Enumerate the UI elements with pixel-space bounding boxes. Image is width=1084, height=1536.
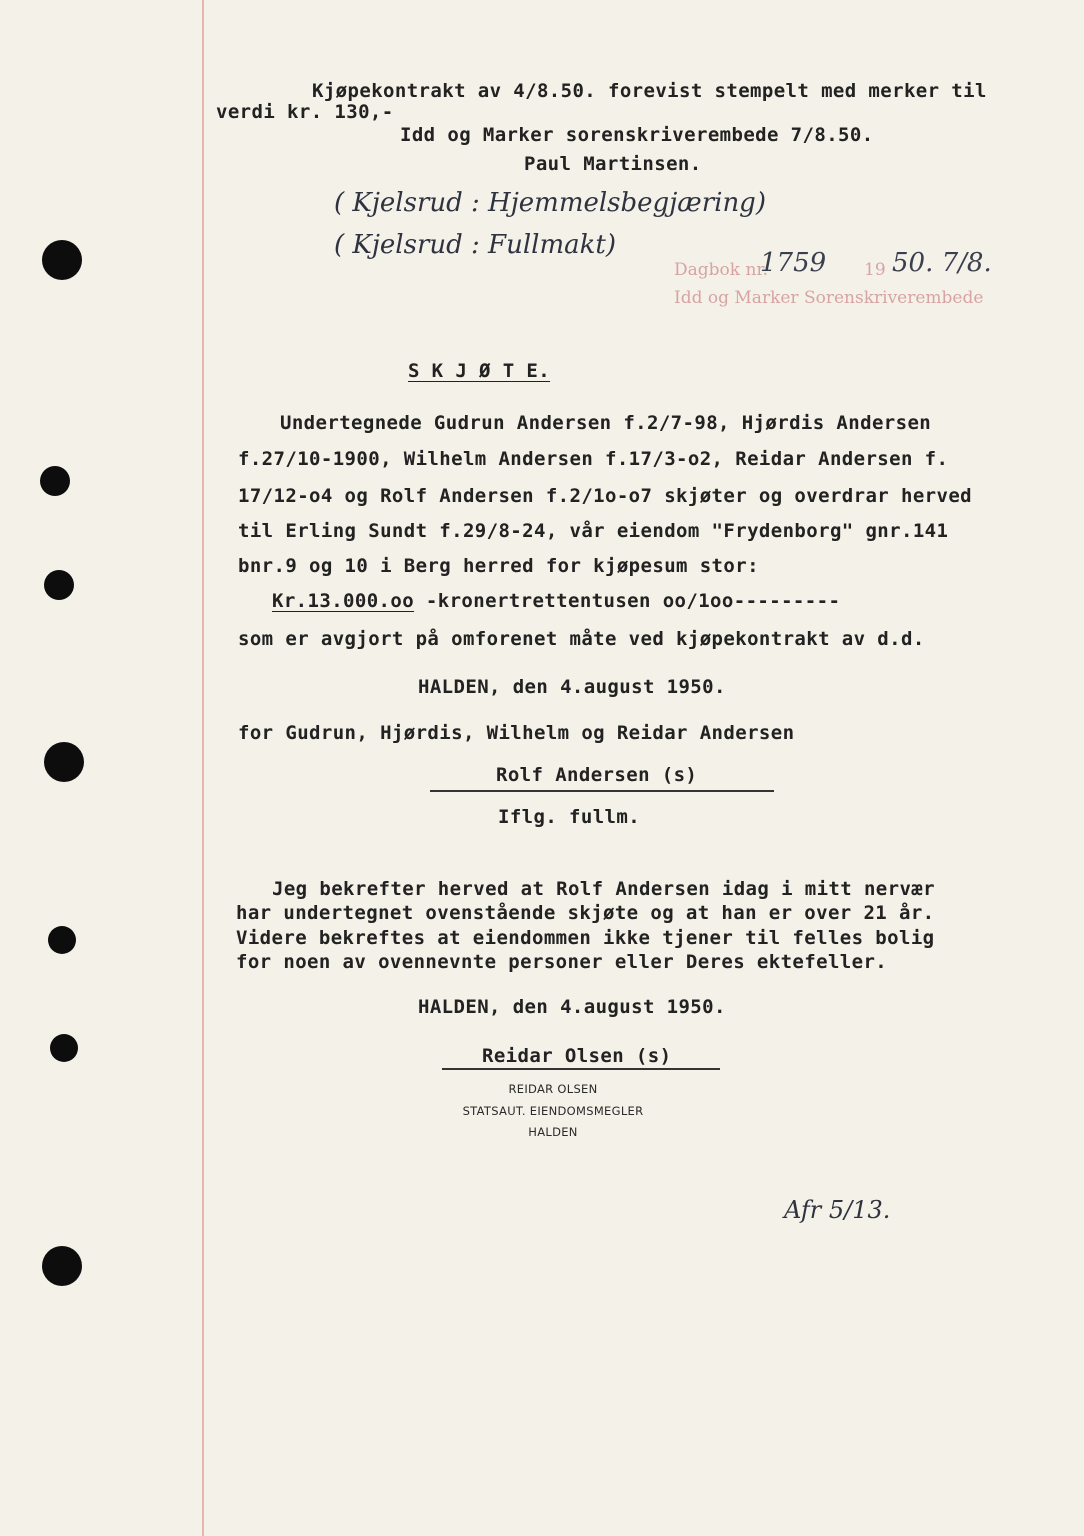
binder-hole	[50, 1034, 78, 1062]
endorsement-signer: Paul Martinsen.	[524, 153, 702, 175]
endorsement-line: Kjøpekontrakt av 4/8.50. forevist stempelt med merker til	[312, 80, 987, 102]
binder-hole	[42, 1246, 82, 1286]
attest-line: har undertegnet ovenstående skjøte og at han er over 21 år.	[236, 902, 935, 924]
deed-line: 17/12-o4 og Rolf Andersen f.2/1o-o7 skjøter og overdrar herved	[238, 485, 973, 507]
deed-line: Undertegnede Gudrun Andersen f.2/7-98, Hjørdis Andersen	[280, 412, 932, 434]
attest-line: Videre bekreftes at eiendommen ikke tjener til felles bolig	[236, 927, 935, 949]
attest-place-date: HALDEN, den 4.august 1950.	[418, 996, 726, 1018]
deed-line: bnr.9 og 10 i Berg herred for kjøpesum stor:	[238, 555, 759, 577]
endorsement-line: verdi kr. 130,-	[216, 101, 394, 123]
stamp-prefix: Dagbok nr.	[674, 260, 769, 280]
signature-line	[430, 790, 774, 792]
agent-title: STATSAUT. EIENDOMSMEGLER	[462, 1104, 644, 1118]
stamp-century: 19	[864, 260, 886, 280]
stamp-year-date: 50. 7/8.	[892, 248, 992, 278]
attest-signature-text: Reidar Olsen (s)	[482, 1045, 672, 1067]
deed-for-line: for Gudrun, Hjørdis, Wilhelm og Reidar Andersen	[238, 722, 795, 744]
endorsement-line: Idd og Marker sorenskriverembede 7/8.50.	[400, 124, 874, 146]
purchase-amount	[272, 590, 840, 612]
signature-text: Rolf Andersen (s)	[496, 764, 698, 786]
amount-words: -kronertrettentusen oo/1oo---------	[414, 590, 841, 612]
binder-hole	[44, 570, 74, 600]
attest-line: Jeg bekrefter herved at Rolf Andersen idag i mitt nervær	[272, 878, 935, 900]
attest-line: for noen av ovennevnte personer eller Deres ektefeller.	[236, 951, 888, 973]
attest-signature-line	[442, 1068, 720, 1070]
agent-city: HALDEN	[528, 1125, 578, 1139]
amount-figure: Kr.13.000.oo	[272, 590, 415, 612]
deed-line: til Erling Sundt f.29/8-24, vår eiendom "Frydenborg" gnr.141	[238, 520, 949, 542]
binder-hole	[40, 466, 70, 496]
stamp-office: Idd og Marker Sorenskriverembede	[674, 288, 984, 308]
binder-hole	[42, 240, 82, 280]
binder-hole	[44, 742, 84, 782]
agent-name: REIDAR OLSEN	[508, 1082, 598, 1096]
handwritten-initials: Afr 5/13.	[784, 1196, 891, 1224]
deed-line: som er avgjort på omforenet måte ved kjøpekontrakt av d.d.	[238, 628, 925, 650]
handwritten-note: ( Kjelsrud : Hjemmelsbegjæring)	[334, 188, 766, 218]
proxy-note: Iflg. fullm.	[498, 806, 641, 828]
binder-hole	[48, 926, 76, 954]
margin-line	[202, 0, 204, 1536]
stamp-number: 1759	[760, 248, 827, 278]
deed-line: f.27/10-1900, Wilhelm Andersen f.17/3-o2, Reidar Andersen f.	[238, 448, 949, 470]
handwritten-note: ( Kjelsrud : Fullmakt)	[334, 230, 616, 260]
deed-place-date: HALDEN, den 4.august 1950.	[418, 676, 726, 698]
document-title: S K J Ø T E.	[408, 360, 551, 382]
